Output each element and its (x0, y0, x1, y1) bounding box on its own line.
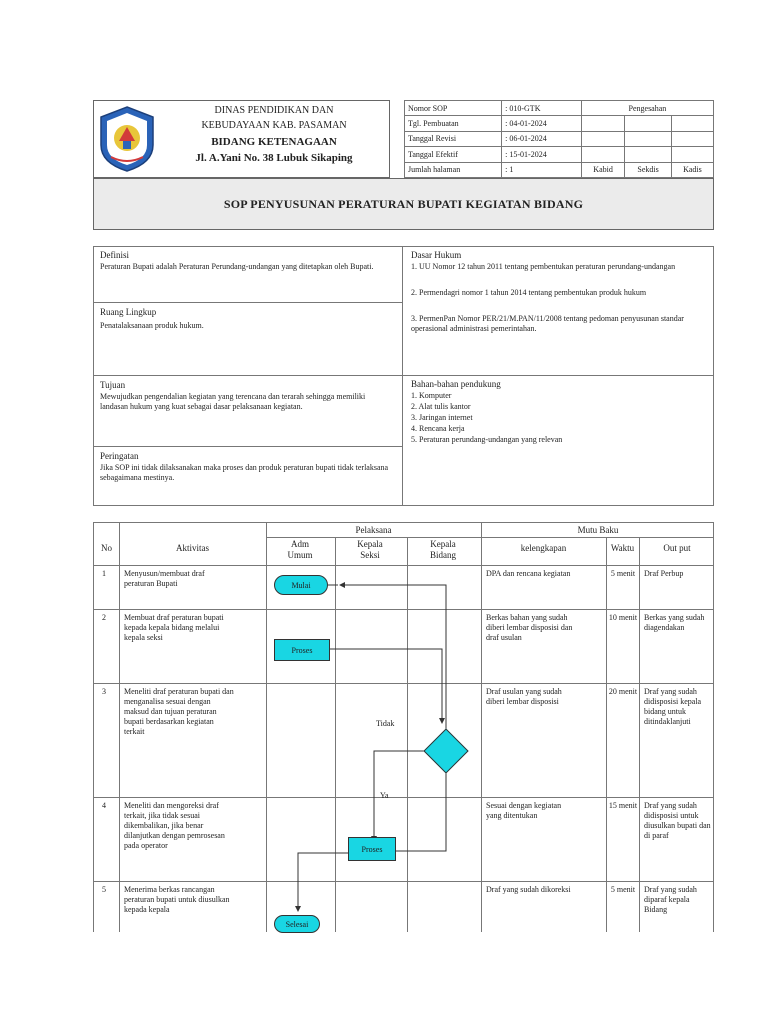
row-1-waktu: 5 menit (610, 569, 636, 578)
title-band (93, 178, 714, 230)
proses-box-2: Proses (348, 837, 396, 861)
meta-nomor-label: Nomor SOP (405, 101, 502, 116)
tujuan-text: Mewujudkan pengendalian kegiatan yang terencana dan terarah sehingga memiliki landasan hukum yang kuat sebagai dasar pelaksanaan kegiatan. (100, 392, 366, 411)
tujuan-heading: Tujuan (100, 380, 126, 390)
header-kelengkapan: kelengkapan (520, 543, 567, 553)
label-tidak: Tidak (376, 719, 395, 728)
row-4-kelengkapan: Sesuai dengan kegiatan yang ditentukan (486, 801, 562, 820)
row-3-kelengkapan: Draf usulan yang sudah diberi lembar disposisi (486, 687, 562, 706)
meta-tgl-revisi-value: : 06-01-2024 (502, 131, 582, 146)
meta-tgl-efektif-value: : 15-01-2024 (502, 147, 582, 162)
header-mutu-baku: Mutu Baku (577, 525, 619, 535)
institution-line-3: BIDANG KETENAGAAN (211, 136, 337, 148)
dasar-hukum-heading: Dasar Hukum (411, 250, 462, 260)
dasar-hukum-item: 1. UU Nomor 12 tahun 2011 tentang pembentukan peraturan perundang-undangan (411, 262, 676, 271)
tujuan-box (93, 375, 403, 447)
row-1-no: 1 (102, 569, 106, 578)
definisi-heading: Definisi (100, 250, 129, 260)
row-3-aktivitas: Meneliti draf peraturan bupati dan menganalisa sesuai dengan maksud dan tujuan peraturan bupati berdasarkan kegiatan terkait (124, 687, 234, 736)
meta-jumlah-value: : 1 (502, 162, 582, 177)
info-section (93, 246, 714, 506)
dasar-hukum-box (402, 246, 714, 376)
ruang-lingkup-box (93, 302, 403, 376)
row-5-waktu: 5 menit (610, 885, 636, 894)
meta-pengesahan: Pengesahan (581, 101, 713, 116)
bahan-item: 3. Jaringan internet (411, 413, 473, 422)
row-2-waktu: 10 menit (608, 613, 638, 622)
header-kepala-seksi: Kepala Seksi (357, 539, 383, 560)
pasaman-logo (97, 105, 157, 173)
sop-meta-table (404, 100, 714, 178)
meta-sign-kabid (581, 116, 625, 131)
label-ya: Ya (380, 791, 389, 800)
row-3-waktu: 20 menit (608, 687, 638, 696)
row-4-output: Draf yang sudah didisposisi untuk diusulkan bupati dan di paraf (644, 801, 711, 840)
ruang-lingkup-text: Penatalaksanaan produk hukum. (100, 321, 204, 330)
bahan-item: 1. Komputer (411, 391, 452, 400)
row-4-aktivitas: Meneliti dan mengoreksi draf terkait, jika tidak sesuai dikembalikan, jika benar dilanjutkan dengan pemrosesan pada operator (124, 801, 225, 850)
row-1-aktivitas: Menyusun/membuat draf peraturan Bupati (124, 569, 205, 588)
meta-sekdis: Sekdis (625, 162, 671, 177)
mulai-terminator: Mulai (274, 575, 328, 595)
row-5-aktivitas: Menerima berkas rancangan peraturan bupati untuk diusulkan kepada kepala (124, 885, 230, 914)
header-kepala-bidang: Kepala Bidang (430, 539, 456, 560)
row-1-output: Draf Perbup (644, 569, 684, 578)
meta-tgl-revisi-label: Tanggal Revisi (405, 131, 502, 146)
dasar-hukum-item: 3. PermenPan Nomor PER/21/M.PAN/11/2008 tentang pedoman penyusunan standar operasional administrasi pemerintahan. (411, 314, 684, 333)
header-admin-umum: Adm Umum (287, 539, 313, 560)
row-4-no: 4 (102, 801, 106, 810)
header-pelaksana: Pelaksana (355, 525, 392, 535)
bahan-item: 2. Alat tulis kantor (411, 402, 471, 411)
header-output: Out put (663, 543, 691, 553)
row-1-kelengkapan: DPA dan rencana kegiatan (486, 569, 571, 578)
selesai-terminator: Selesai (274, 915, 320, 933)
row-2-output: Berkas yang sudah diagendakan (644, 613, 705, 632)
bahan-item: 4. Rencana kerja (411, 424, 465, 433)
peringatan-text: Jika SOP ini tidak dilaksanakan maka proses dan produk peraturan bupati tidak terlaksana sebagaimana mestinya. (100, 463, 389, 482)
row-5-output: Draf yang sudah diparaf kepala Bidang (644, 885, 697, 914)
institution-line-1: DINAS PENDIDIKAN DAN (214, 105, 334, 116)
row-2-no: 2 (102, 613, 106, 622)
header-no: No (101, 543, 112, 553)
institution-address: Jl. A.Yani No. 38 Lubuk Sikaping (195, 152, 353, 164)
row-3-no: 3 (102, 687, 106, 696)
definisi-text: Peraturan Bupati adalah Peraturan Perundang-undangan yang ditetapkan oleh Bupati. (100, 262, 374, 271)
procedure-flow-table (93, 522, 714, 932)
meta-kadis: Kadis (671, 162, 713, 177)
dasar-hukum-item: 2. Permendagri nomor 1 tahun 2014 tentang pembentukan produk hukum (411, 288, 647, 297)
meta-tgl-pembuatan-label: Tgl. Pembuatan (405, 116, 502, 131)
row-4-waktu: 15 menit (608, 801, 638, 810)
meta-sign-kadis (671, 116, 713, 131)
header-aktivitas: Aktivitas (176, 543, 209, 553)
bahan-heading: Bahan-bahan pendukung (411, 379, 501, 389)
peringatan-heading: Peringatan (100, 451, 139, 461)
meta-tgl-pembuatan-value: : 04-01-2024 (502, 116, 582, 131)
row-2-kelengkapan: Berkas bahan yang sudah diberi lembar disposisi dan draf usulan (486, 613, 573, 642)
document-title: SOP PENYUSUNAN PERATURAN BUPATI KEGIATAN BIDANG (223, 197, 584, 211)
proses-box-1: Proses (274, 639, 330, 661)
meta-nomor-value: : 010-GTK (502, 101, 582, 116)
ruang-lingkup-heading: Ruang Lingkup (100, 307, 157, 317)
row-2-aktivitas: Membuat draf peraturan bupati kepada kepala bidang melalui kepala seksi (124, 613, 224, 642)
institution-header (93, 100, 390, 178)
meta-jumlah-label: Jumlah halaman (405, 162, 502, 177)
institution-line-2: KEBUDAYAAN KAB. PASAMAN (201, 120, 347, 131)
row-5-kelengkapan: Draf yang sudah dikoreksi (486, 885, 571, 894)
peringatan-box (93, 446, 403, 506)
row-5-no: 5 (102, 885, 106, 894)
meta-sign-sekdis (625, 116, 671, 131)
meta-tgl-efektif-label: Tanggal Efektif (405, 147, 502, 162)
row-3-output: Draf yang sudah didisposisi kepala bidang untuk ditindaklanjuti (644, 687, 702, 726)
definisi-box (93, 246, 403, 303)
header-waktu: Waktu (610, 543, 635, 553)
flow-connectors (94, 523, 715, 933)
meta-kabid: Kabid (581, 162, 625, 177)
bahan-pendukung-box (402, 375, 714, 506)
bahan-item: 5. Peraturan perundang-undangan yang relevan (411, 435, 563, 444)
